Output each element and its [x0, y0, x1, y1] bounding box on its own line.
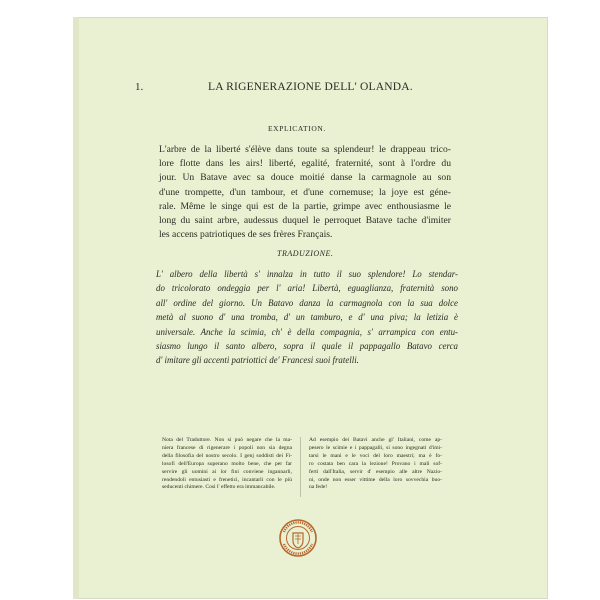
translator-note-left	[162, 437, 292, 492]
translator-note-right	[309, 437, 442, 492]
explication-text	[159, 143, 451, 242]
text-line: do tricolorato ondeggia per l' aria! Libertà, eguaglianza, fraternità sono	[156, 283, 458, 294]
note-line: ro costata ben cara la lezione! Provano i mali sof-	[309, 460, 442, 467]
library-stamp-icon	[278, 518, 318, 558]
text-line: metà al suono d' una tromba, d' un tamburo, e d' una piva; la letizia è	[156, 312, 458, 323]
note-line: Ad esempio dei Batavi anche gl' Italiani, come ap-	[309, 437, 442, 443]
text-line: rale. Même le singe qui est de la partie, grimpe avec enthousiasme le	[159, 200, 451, 212]
text-line: all' ordine del giorno. Un Batavo danza la carmagnola con la sua dolce	[156, 297, 458, 308]
note-line: na fede!	[309, 484, 328, 491]
traduzione-heading: TRADUZIONE.	[277, 249, 334, 258]
text-line: L' albero della libertà s' innalza in tutto il suo splendore! Lo stendar-	[156, 269, 458, 279]
page-title: LA RIGENERAZIONE DELL' OLANDA.	[208, 81, 413, 93]
note-line: tarsi le mani e le voci del loro maestri; ma è fo-	[309, 452, 442, 459]
text-line: jour. Un Batave avec sa douce moitié danse la carmagnole au son	[159, 172, 451, 184]
note-line: Nota del Traduttore. Non si può negare che la ma-	[162, 437, 292, 443]
text-line: d'une trompette, d'un tambour, et d'une cornemuse; la joye est géne-	[159, 186, 451, 198]
page-edge	[73, 17, 79, 599]
note-line: della filosofia del nostro secolo. I genj soddisti dei Fi-	[162, 452, 292, 459]
text-line: lore flotte dans les airs! liberté, egalité, fraternité, sont à l'ordre du	[159, 158, 451, 170]
note-line: ni, onde non esser vittime della loro sovvechia buo-	[309, 476, 442, 483]
note-line: pesero le scimie e i pappagalli, si sono ingegnati d'imi-	[309, 444, 442, 451]
note-line: rendendoli entusiasti e frenetici, incantarli con le più	[162, 476, 292, 483]
text-line: L'arbre de la liberté s'élève dans toute sa splendeur! le drappeau trico-	[159, 144, 451, 155]
page-number: 1.	[135, 81, 144, 93]
traduzione-text	[156, 267, 458, 368]
text-line: d' imitare gli accenti patriottici de' Francesi suoi fratelli.	[156, 355, 359, 366]
text-line: les accens patriotiques de ses frères Français.	[159, 229, 333, 241]
note-line: losofi dell'Europa superano molto bene, che per far	[162, 460, 292, 467]
note-line: servire gli uomini ai lor fini conviene ingannarli,	[162, 468, 292, 475]
column-divider	[300, 437, 301, 497]
note-line: ferti dall'Italia, servir d' esempio alle altre Nazio-	[309, 468, 442, 475]
text-line: siasmo lungo il santo albero, sopra il quale il pappagallo Batavo cerca	[156, 341, 458, 352]
text-line: long du saint arbre, audessus duquel le perroquet Batave tache d'imiter	[159, 215, 451, 227]
explication-heading: EXPLICATION.	[268, 124, 326, 133]
note-line: seducenti chimere. Così l' effetto era immancabile.	[162, 484, 276, 491]
text-line: universale. Anche la scimia, ch' è della compagnia, s' arrampica con entu-	[156, 326, 458, 337]
note-line: niera francese di rigenerare i popoli non sia degna	[162, 444, 292, 451]
